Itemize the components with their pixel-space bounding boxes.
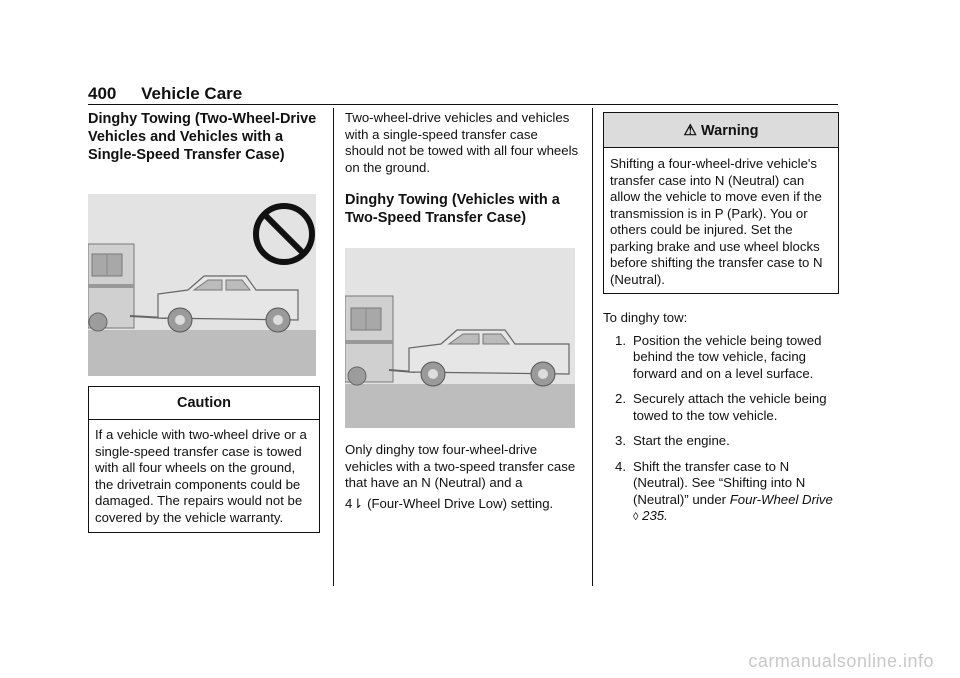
illustration-no-dinghy-tow (88, 194, 316, 376)
dinghy-tow-steps (603, 333, 839, 526)
list-item: 3. Start the engine. (615, 433, 730, 448)
page-header (88, 84, 242, 104)
towing-illustration-prohibited (88, 194, 316, 376)
column-1 (88, 110, 320, 533)
warning-header (604, 113, 838, 148)
header-rule (88, 104, 838, 105)
section-heading-two-wheel: Dinghy Towing (Two-Wheel-Drive Vehicles and Vehicles with a Single-Speed Transfer Case) (88, 111, 317, 163)
column-divider-left (333, 108, 334, 586)
list-item: 4. Shift the transfer case to N (Neutral). See “Shifting into N (Neutral)” under Four-Wheel Drive ◊ 235. (615, 458, 833, 523)
column-2 (345, 110, 580, 512)
caution-title: Caution (89, 387, 319, 420)
warning-text: Shifting a four-wheel-drive vehicle's transfer case into N (Neutral) can allow the vehicle to move even if the transmission is in P (Park). You or others could be injured. Set the parking brake and use wheel blocks before shifting the transfer case to N (Neutral). (610, 156, 823, 287)
low-range-icon: ⇂ (352, 495, 364, 511)
four-wheel-drive-link[interactable]: Four-Wheel Drive (729, 491, 833, 507)
warning-box (603, 112, 839, 294)
page-number: 400 (88, 84, 117, 103)
four-low-setting (345, 496, 553, 513)
page-ref-icon: ◊ (633, 511, 639, 523)
watermark: carmanualsonline.info (748, 651, 934, 671)
two-speed-paragraph (345, 442, 580, 512)
section-title: Vehicle Care (141, 84, 243, 103)
dinghy-tow-lead: To dinghy tow: (603, 310, 688, 325)
four-low-number: 4 (345, 495, 353, 511)
caution-box (88, 386, 320, 533)
section-heading-two-speed: Dinghy Towing (Vehicles with a Two-Speed Transfer Case) (345, 192, 560, 226)
two-speed-text-1: Only dinghy tow four-wheel-drive vehicles with a two-speed transfer case that have an N (Neutral) and a (345, 442, 576, 490)
column-divider-right (592, 108, 593, 586)
intro-paragraph: Two-wheel-drive vehicles and vehicles with a single-speed transfer case should not be towed with all four wheels on the ground. (345, 110, 579, 175)
towing-illustration-allowed (345, 248, 575, 428)
warning-title: Warning (700, 123, 759, 139)
list-item: 2. Securely attach the vehicle being towed to the tow vehicle. (615, 391, 827, 423)
page-ref-number[interactable]: 235 (642, 508, 665, 523)
column-3 (603, 112, 839, 535)
illustration-dinghy-tow (345, 248, 575, 428)
warning-icon: ⚠ (683, 122, 697, 139)
list-item: 1. Position the vehicle being towed behind the tow vehicle, facing forward and on a level surface. (615, 332, 822, 381)
two-speed-text-3: (Four-Wheel Drive Low) setting. (363, 495, 554, 511)
caution-text: If a vehicle with two-wheel drive or a single-speed transfer case is towed with all four wheels on the ground, the drivetrain components could be damaged. The repairs would not be covered by the vehicle warranty. (95, 427, 307, 525)
